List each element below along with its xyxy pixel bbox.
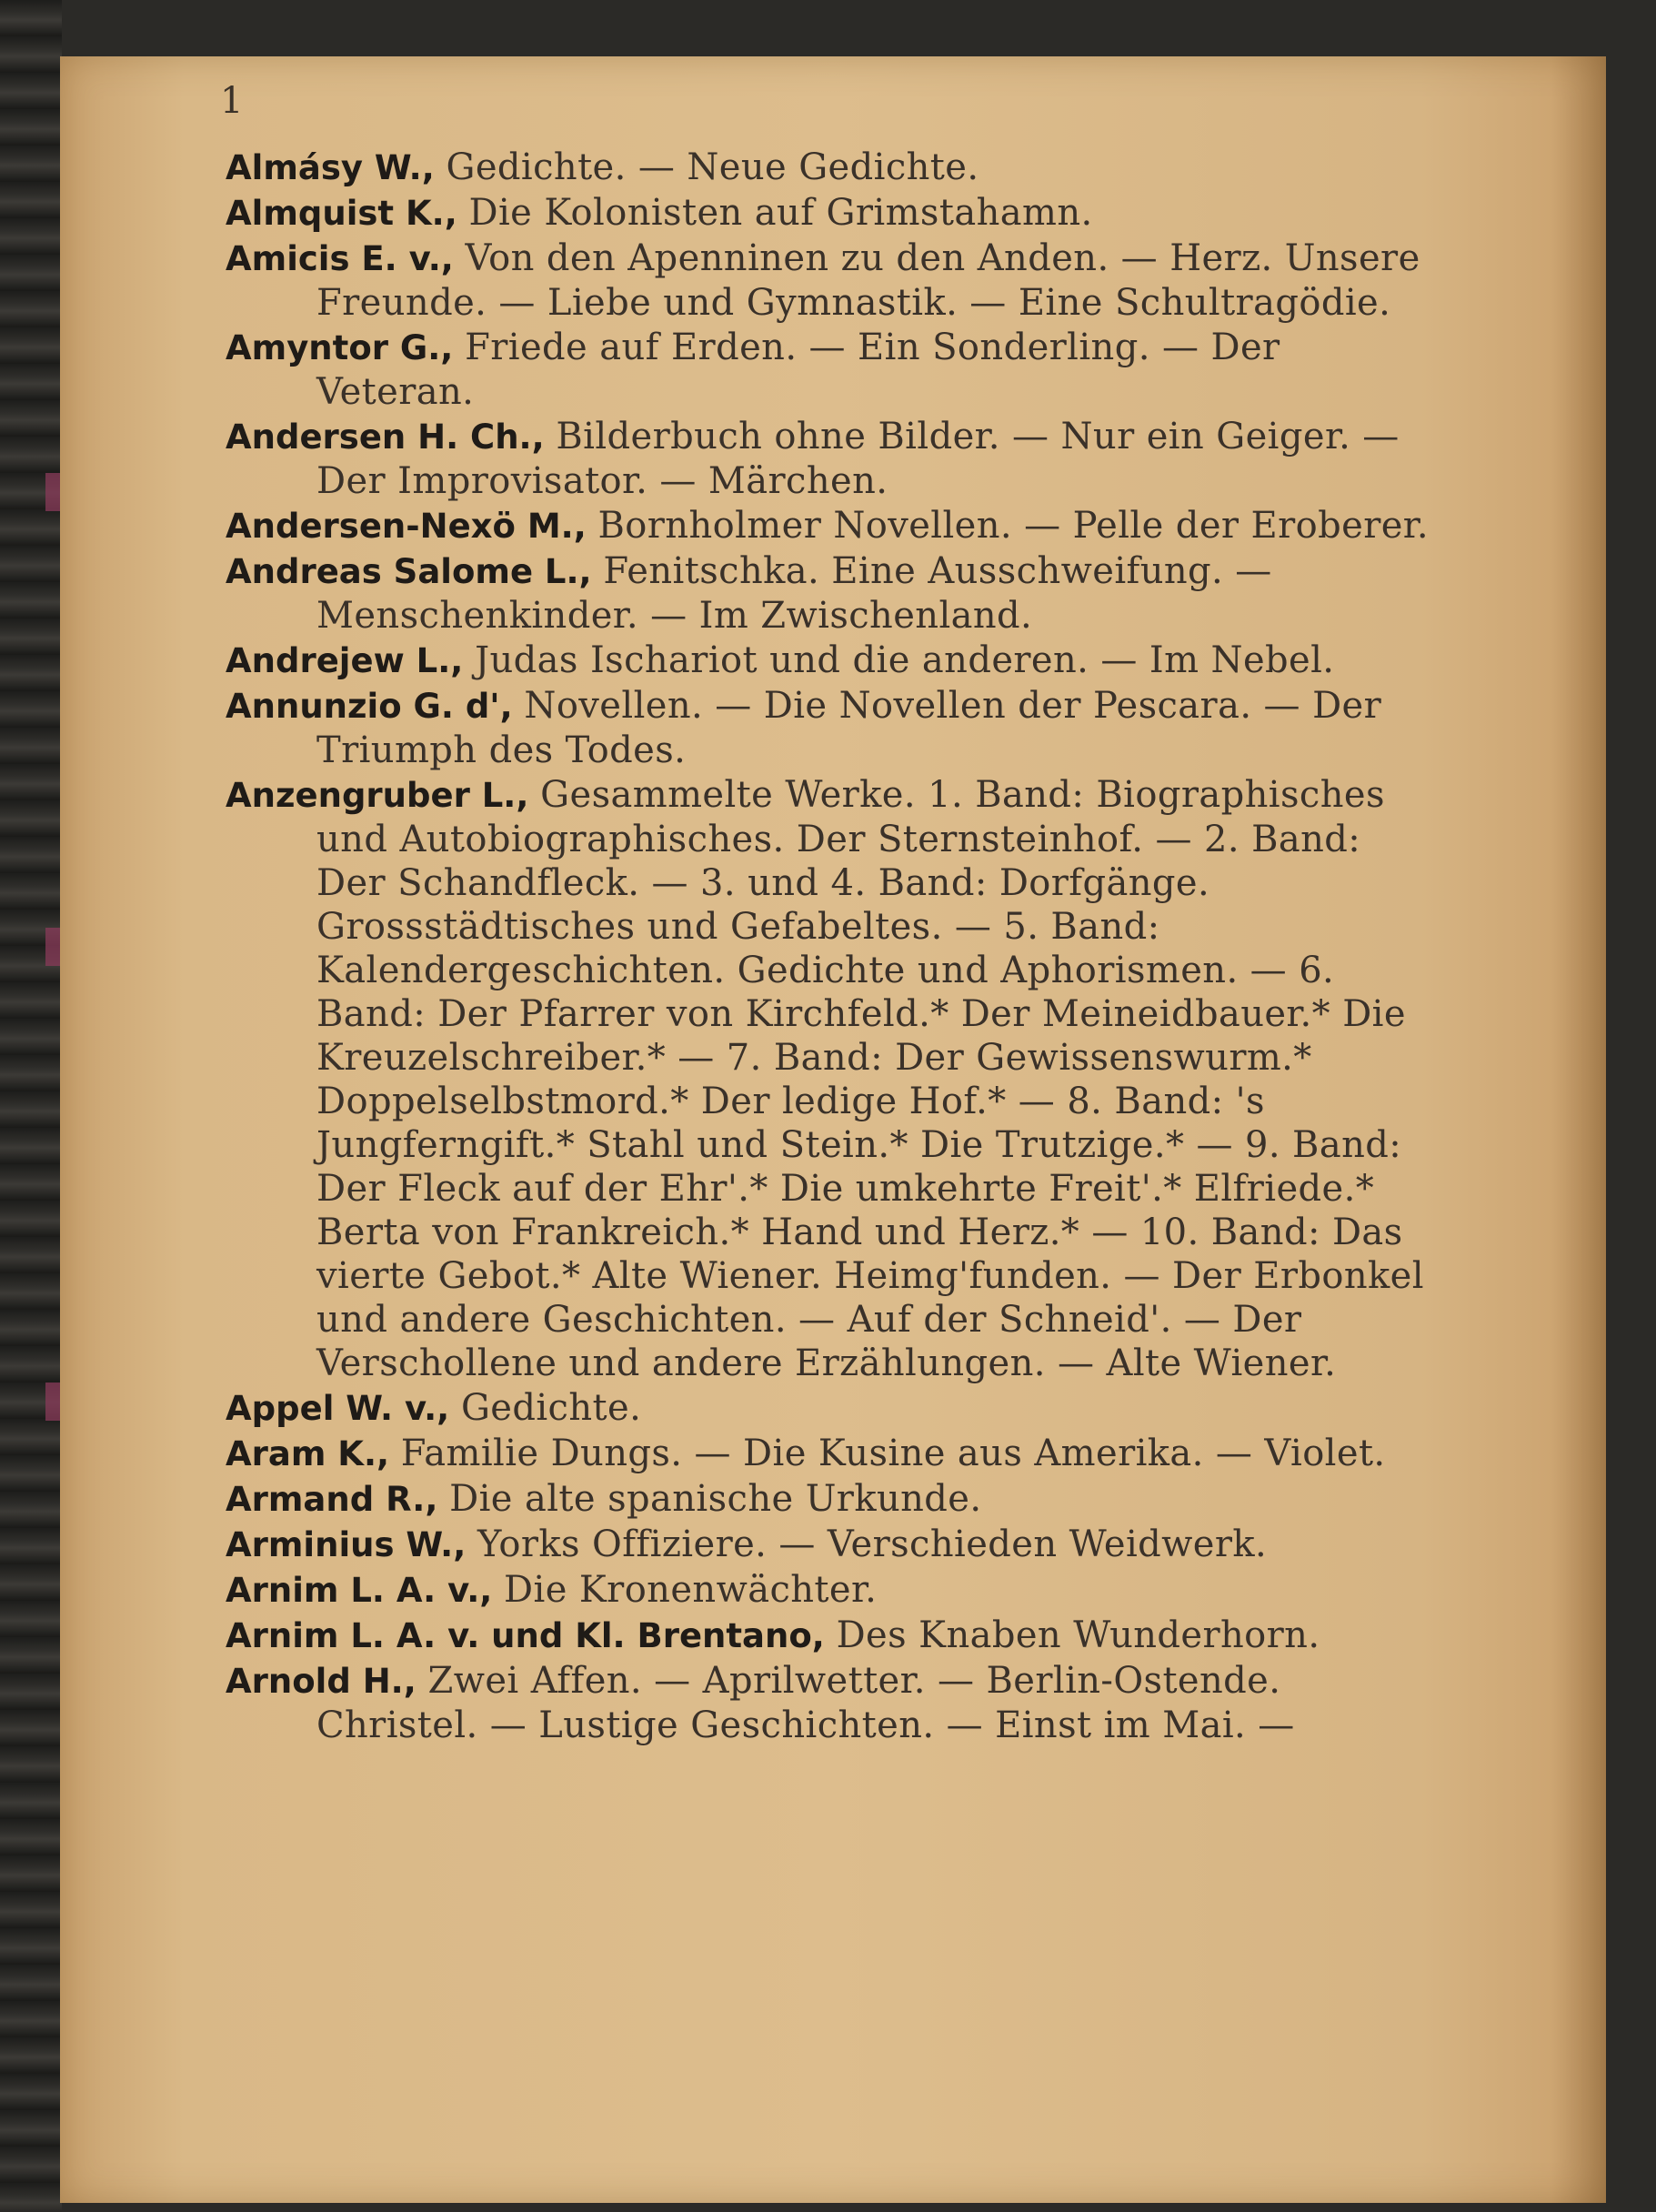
author-name: Arnim L. A. v., bbox=[226, 1571, 493, 1610]
works-list: Gesammelte Werke. 1. Band: Biographisches und Autobiographisches. Der Sternsteinhof. — 2. Band: Der Schandfleck. — 3. und 4. Band: Dorfgänge. Grossstädtisches und Gefabeltes. — 5. Band: Kalendergeschichten. Gedichte und Aphorismen. — 6. Band: Der Pfarrer von Kirchfeld.* Der Meineidbauer.* Die Kreuzelschreiber.* — 7. Band: Der Gewissenswurm.* Doppelselbstmord.* Der ledige Hof.* — 8. Band: 's Jungferngift.* Stahl und Stein.* Die Trutzige.* — 9. Band: Der Fleck auf der Ehr'.* Die umkehrte Freit'.* Elfriede.* Berta von Frankreich.* Hand und Herz.* — 10. Band: Das vierte Gebot.* Alte Wiener. Heimg'funden. — Der Erbonkel und andere Geschichten. — Auf der Schneid'. — Der Verschollene und andere Erzählungen. — Alte Wiener. bbox=[316, 774, 1424, 1384]
works-list: Novellen. — Die Novellen der Pescara. — Der Triumph des Todes. bbox=[316, 685, 1382, 771]
author-name: Andrejew L., bbox=[226, 641, 464, 680]
author-index-list bbox=[226, 146, 1435, 1748]
works-list: Judas Ischariot und die anderen. — Im Nebel. bbox=[475, 639, 1335, 681]
works-list: Yorks Offiziere. — Verschieden Weidwerk. bbox=[477, 1523, 1268, 1565]
author-name: Appel W. v., bbox=[226, 1389, 450, 1428]
index-entry bbox=[226, 1659, 1435, 1747]
index-entry bbox=[226, 773, 1435, 1385]
index-entry bbox=[226, 415, 1435, 503]
page-number: 1 bbox=[220, 80, 244, 122]
index-entry bbox=[226, 1477, 1435, 1522]
author-name: Andreas Salome L., bbox=[226, 552, 592, 591]
author-name: Aram K., bbox=[226, 1434, 390, 1473]
index-entry bbox=[226, 684, 1435, 772]
works-list: Friede auf Erden. — Ein Sonderling. — Der Veteran. bbox=[316, 327, 1280, 413]
index-entry bbox=[226, 1614, 1435, 1658]
works-list: Die alte spanische Urkunde. bbox=[449, 1478, 982, 1520]
author-name: Arnim L. A. v. und Kl. Brentano, bbox=[226, 1616, 825, 1655]
index-entry bbox=[226, 1386, 1435, 1431]
author-name: Amicis E. v., bbox=[226, 239, 454, 278]
works-list: Gedichte. — Neue Gedichte. bbox=[446, 146, 979, 188]
index-entry bbox=[226, 638, 1435, 683]
book-binding bbox=[0, 0, 62, 2212]
works-list: Die Kronenwächter. bbox=[504, 1569, 878, 1611]
index-entry bbox=[226, 504, 1435, 548]
index-entry bbox=[226, 236, 1435, 325]
works-list: Gedichte. bbox=[460, 1387, 642, 1429]
author-name: Andersen H. Ch., bbox=[226, 417, 545, 457]
author-name: Almásy W., bbox=[226, 148, 435, 187]
index-entry bbox=[226, 549, 1435, 638]
author-name: Andersen-Nexö M., bbox=[226, 507, 587, 546]
author-name: Anzengruber L., bbox=[226, 776, 529, 815]
works-list: Fenitschka. Eine Ausschweifung. — Menschenkinder. — Im Zwischenland. bbox=[316, 550, 1272, 637]
works-list: Zwei Affen. — Aprilwetter. — Berlin-Ostende. Christel. — Lustige Geschichten. — Einst im Mai. — bbox=[316, 1660, 1295, 1746]
author-name: Armand R., bbox=[226, 1480, 438, 1519]
author-name: Arminius W., bbox=[226, 1525, 467, 1564]
index-entry bbox=[226, 326, 1435, 414]
works-list: Bornholmer Novellen. — Pelle der Eroberer. bbox=[597, 505, 1430, 547]
page-edge-shadow bbox=[1551, 56, 1606, 2203]
author-name: Amyntor G., bbox=[226, 328, 454, 367]
author-name: Arnold H., bbox=[226, 1662, 417, 1701]
author-name: Almquist K., bbox=[226, 194, 457, 233]
works-list: Des Knaben Wunderhorn. bbox=[836, 1614, 1320, 1656]
index-entry bbox=[226, 1523, 1435, 1567]
author-name: Annunzio G. d', bbox=[226, 687, 513, 726]
works-list: Von den Apenninen zu den Anden. — Herz. Unsere Freunde. — Liebe und Gymnastik. — Eine Schultragödie. bbox=[316, 237, 1420, 324]
works-list: Bilderbuch ohne Bilder. — Nur ein Geiger. — Der Improvisator. — Märchen. bbox=[316, 416, 1400, 502]
index-entry bbox=[226, 1568, 1435, 1613]
works-list: Familie Dungs. — Die Kusine aus Amerika. — Violet. bbox=[400, 1433, 1386, 1474]
works-list: Die Kolonisten auf Grimstahamn. bbox=[468, 192, 1093, 234]
index-entry bbox=[226, 191, 1435, 236]
index-entry bbox=[226, 1432, 1435, 1476]
index-entry bbox=[226, 146, 1435, 190]
